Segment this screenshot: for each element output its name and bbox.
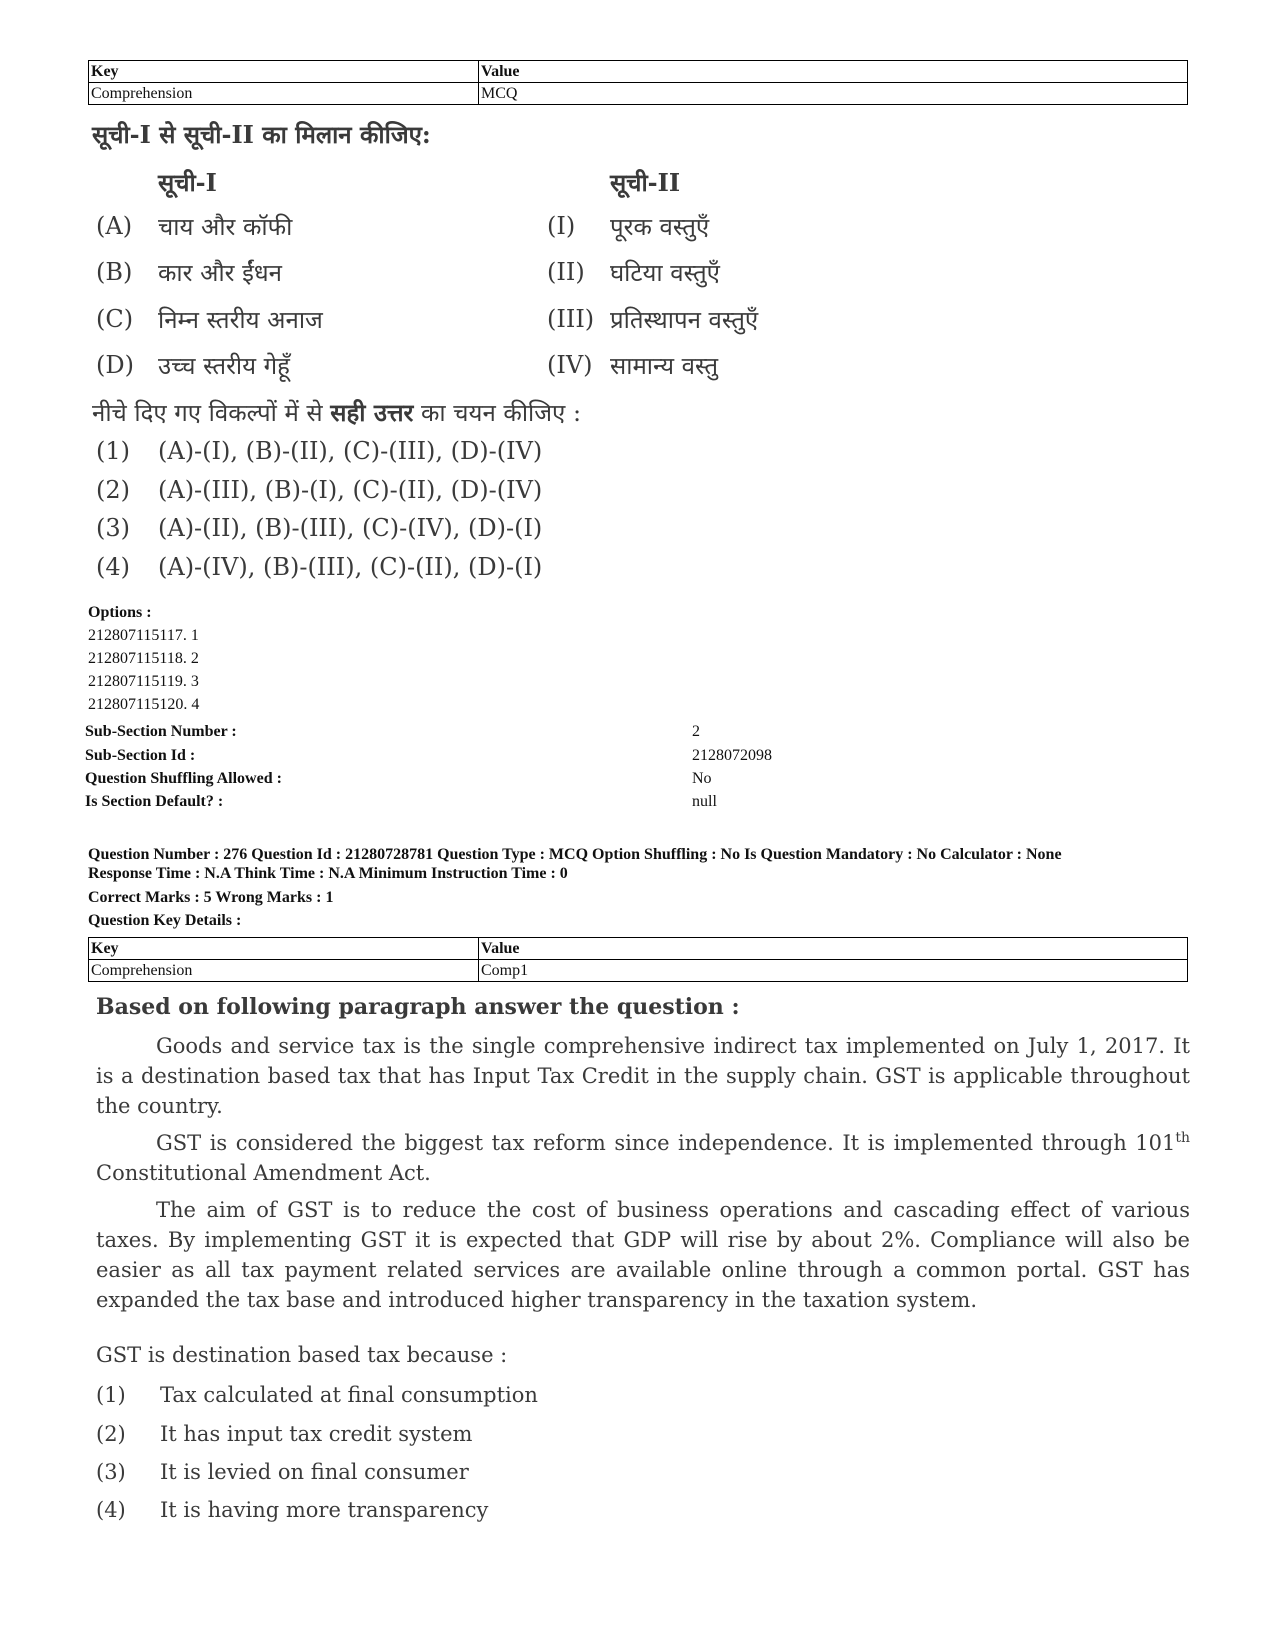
choose-bold: सही उत्तर bbox=[330, 398, 414, 427]
paragraph-3 bbox=[96, 1195, 1190, 1315]
key-value-table bbox=[88, 60, 1188, 105]
paragraph-2 bbox=[96, 1128, 1190, 1188]
choice-label: (1) bbox=[96, 437, 130, 465]
list1-title: सूची-I bbox=[158, 168, 217, 197]
choice-text: Tax calculated at final consumption bbox=[160, 1383, 538, 1407]
choose-prefix: नीचे दिए गए विकल्पों में से bbox=[92, 399, 331, 427]
paragraph-2-end: Constitutional Amendment Act. bbox=[96, 1161, 431, 1185]
list2-label: (II) bbox=[547, 258, 585, 286]
list1-label: (A) bbox=[96, 212, 133, 240]
list2-label: (III) bbox=[547, 305, 595, 333]
value-header: Value bbox=[479, 938, 1188, 960]
list1-item: कार और ईंधन bbox=[158, 259, 282, 287]
key-header: Key bbox=[89, 938, 479, 960]
choice-text: It is levied on final consumer bbox=[160, 1460, 469, 1484]
choose-instruction bbox=[92, 396, 581, 429]
paragraph-1-text: Goods and service tax is the single comprehensive indirect tax implemented on July 1, 2017. It is a destination based tax that has Input Tax Credit in the supply chain. GST is applicable throughout the country. bbox=[96, 1034, 1190, 1118]
choice-text: (A)-(III), (B)-(I), (C)-(II), (D)-(IV) bbox=[158, 476, 543, 504]
comprehension-heading: Based on following paragraph answer the question : bbox=[96, 994, 740, 1020]
value-cell: MCQ bbox=[479, 83, 1188, 105]
option-item: 212807115118. 2 bbox=[88, 650, 199, 667]
paragraph-2-text: GST is considered the biggest tax reform since independence. It is implemented through 101 bbox=[156, 1131, 1176, 1155]
list2-label: (IV) bbox=[547, 351, 593, 379]
choice-label: (4) bbox=[96, 1498, 126, 1522]
subsection-label: Question Shuffling Allowed : bbox=[85, 770, 282, 787]
option-item: 212807115119. 3 bbox=[88, 673, 199, 690]
list2-item: सामान्य वस्तु bbox=[610, 352, 718, 380]
choice-text: (A)-(II), (B)-(III), (C)-(IV), (D)-(I) bbox=[158, 514, 543, 542]
choice-text: It is having more transparency bbox=[160, 1498, 489, 1522]
choice-text: (A)-(I), (B)-(II), (C)-(III), (D)-(IV) bbox=[158, 437, 543, 465]
key-cell: Comprehension bbox=[89, 960, 479, 982]
list1-item: उच्च स्तरीय गेहूँ bbox=[158, 352, 290, 380]
list2-label: (I) bbox=[547, 212, 576, 240]
choice-label: (4) bbox=[96, 553, 130, 581]
choice-label: (3) bbox=[96, 1460, 126, 1484]
value-header: Value bbox=[479, 61, 1188, 83]
paragraph-3-text: The aim of GST is to reduce the cost of business operations and cascading effect of various taxes. By implementing GST it is expected that GDP will rise by about 2%. Compliance will also be easier as all tax payment related services are available online through a common portal. GST has expanded the tax base and introduced higher transparency in the taxation system. bbox=[96, 1198, 1190, 1312]
subsection-label: Is Section Default? : bbox=[85, 793, 224, 810]
options-title: Options : bbox=[88, 604, 152, 621]
list2-item: पूरक वस्तुएँ bbox=[610, 213, 710, 241]
subsection-label: Sub-Section Number : bbox=[85, 723, 237, 740]
key-details-title: Question Key Details : bbox=[88, 912, 242, 929]
choice-label: (1) bbox=[96, 1383, 126, 1407]
option-item: 212807115120. 4 bbox=[88, 696, 200, 713]
ordinal-suffix: th bbox=[1175, 1130, 1190, 1146]
choice-label: (2) bbox=[96, 476, 130, 504]
paragraph-1 bbox=[96, 1031, 1190, 1121]
marks-line: Correct Marks : 5 Wrong Marks : 1 bbox=[88, 889, 334, 906]
list2-item: प्रतिस्थापन वस्तुएँ bbox=[610, 306, 759, 334]
list1-label: (D) bbox=[96, 351, 134, 379]
option-item: 212807115117. 1 bbox=[88, 627, 199, 644]
choice-label: (3) bbox=[96, 514, 130, 542]
list1-label: (B) bbox=[96, 258, 133, 286]
subsection-value: 2128072098 bbox=[692, 747, 772, 764]
list1-item: निम्न स्तरीय अनाज bbox=[158, 306, 323, 334]
key-value-table bbox=[88, 937, 1188, 982]
choice-label: (2) bbox=[96, 1422, 126, 1446]
question-text: GST is destination based tax because : bbox=[96, 1343, 508, 1367]
match-instruction: सूची-I से सूची-II का मिलान कीजिए: bbox=[92, 120, 431, 149]
choose-suffix: का चयन कीजिए : bbox=[413, 399, 582, 427]
subsection-value: 2 bbox=[692, 723, 700, 740]
choice-text: It has input tax credit system bbox=[160, 1422, 473, 1446]
subsection-value: null bbox=[692, 793, 717, 810]
value-cell: Comp1 bbox=[479, 960, 1188, 982]
key-header: Key bbox=[89, 61, 479, 83]
question-meta-line2: Response Time : N.A Think Time : N.A Minimum Instruction Time : 0 bbox=[88, 865, 568, 882]
list1-item: चाय और कॉफी bbox=[158, 213, 293, 241]
subsection-value: No bbox=[692, 770, 712, 787]
question-meta-line1: Question Number : 276 Question Id : 21280728781 Question Type : MCQ Option Shuffling : No Is Question Mandatory : No Calculator : None bbox=[88, 846, 1062, 863]
list2-title: सूची-II bbox=[610, 168, 681, 197]
list2-item: घटिया वस्तुएँ bbox=[610, 259, 720, 287]
list1-label: (C) bbox=[96, 305, 134, 333]
choice-text: (A)-(IV), (B)-(III), (C)-(II), (D)-(I) bbox=[158, 553, 543, 581]
key-cell: Comprehension bbox=[89, 83, 479, 105]
subsection-label: Sub-Section Id : bbox=[85, 747, 196, 764]
